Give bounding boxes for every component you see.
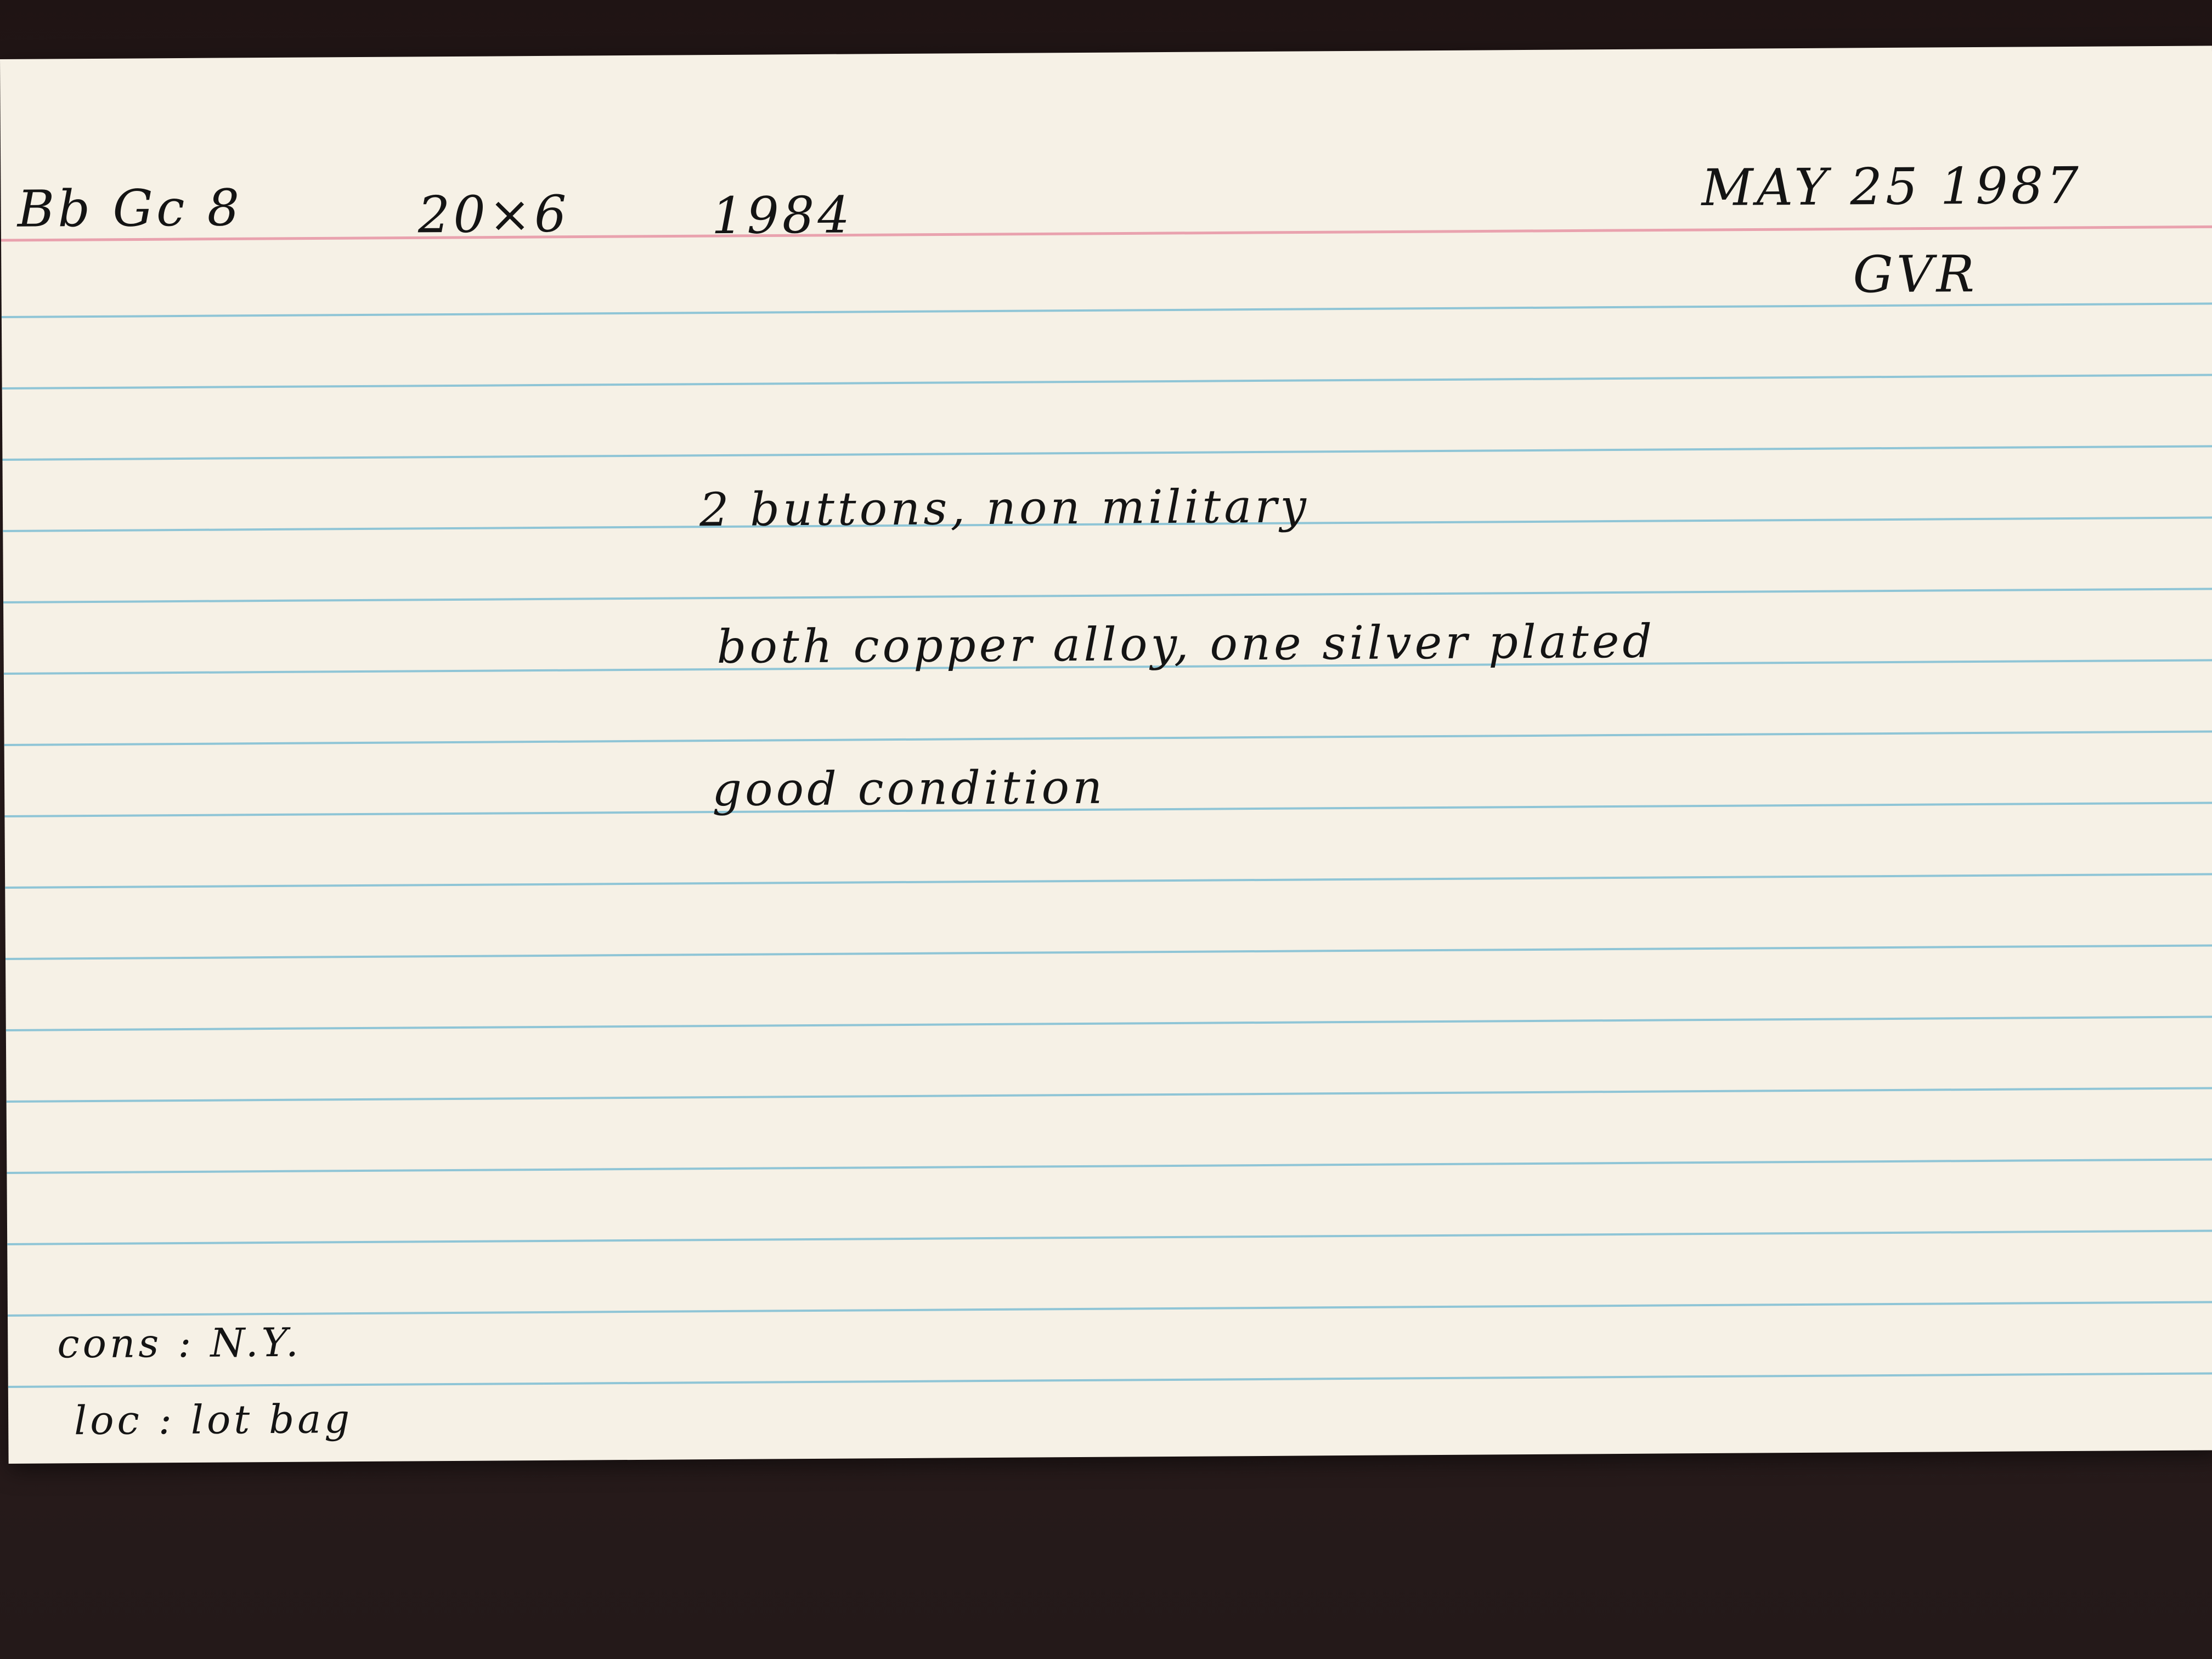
header-rule — [1, 227, 2212, 240]
date-text: MAY 25 1987 — [1701, 156, 2083, 218]
unit-designation: 20×6 — [417, 184, 570, 245]
year-text: 1984 — [711, 185, 854, 246]
description-line-3: good condition — [712, 760, 1106, 817]
description-line-1: 2 buttons, non military — [699, 479, 1310, 537]
initials-text: GVR — [1853, 244, 1978, 304]
cons-note: cons : N.Y. — [57, 1319, 302, 1367]
blue-rules — [2, 303, 2212, 1387]
catalog-number: Bb Gc 8 — [17, 178, 243, 239]
index-card — [0, 46, 2212, 1464]
description-line-2: both copper alloy, one silver plated — [716, 614, 1656, 674]
loc-note: loc : lot bag — [74, 1396, 353, 1444]
